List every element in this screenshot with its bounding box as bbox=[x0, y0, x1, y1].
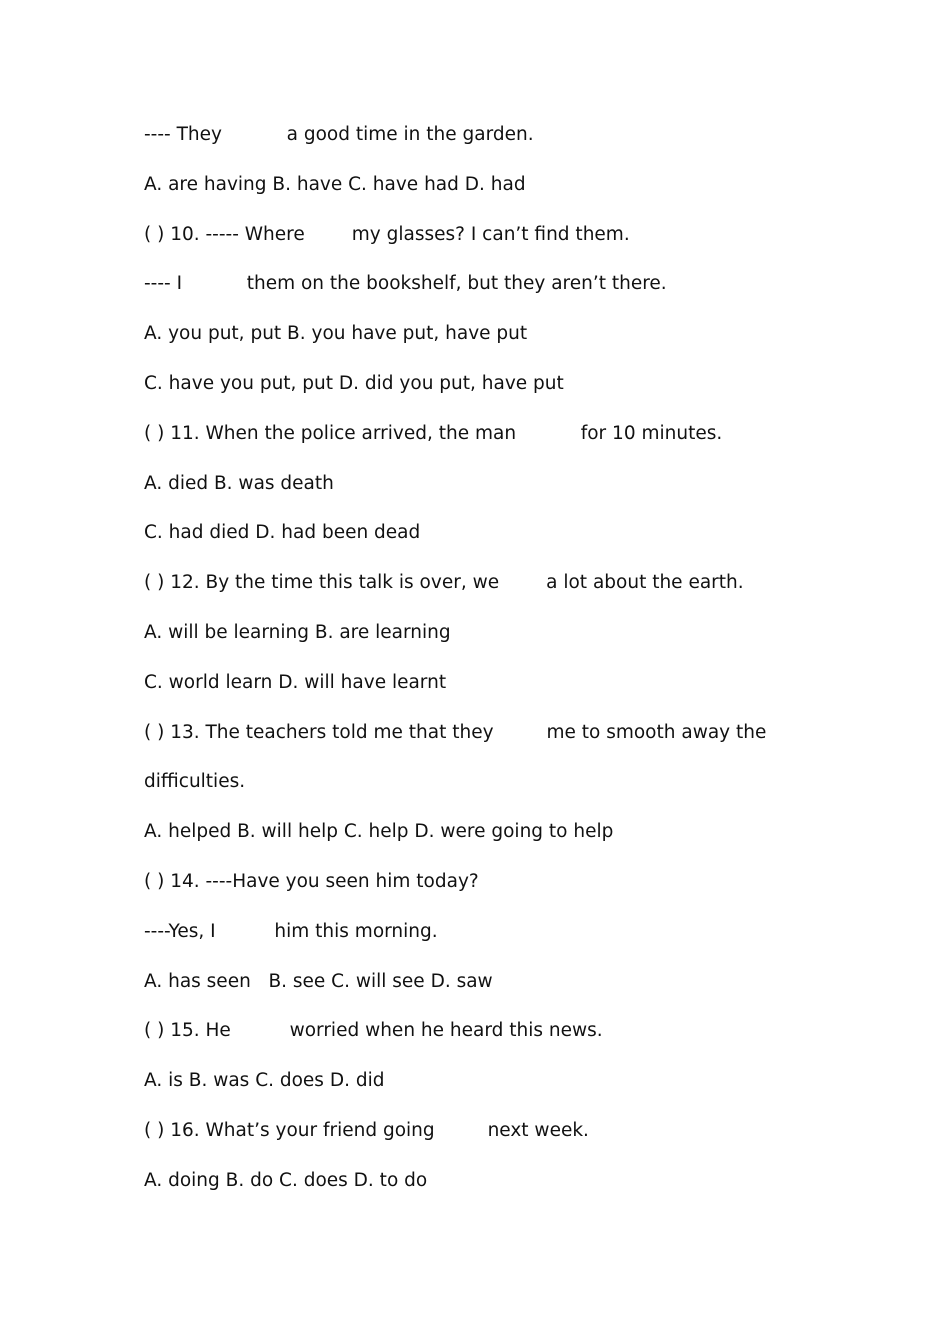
question-13-prompt: ( ) 13. The teachers told me that they me to smooth away the bbox=[144, 721, 767, 743]
question-11-options-ab: A. died B. was death bbox=[144, 472, 334, 494]
question-10-answer-line: ---- I them on the bookshelf, but they aren’t there. bbox=[144, 273, 667, 295]
question-11-options-cd: C. had died D. had been dead bbox=[144, 522, 421, 544]
question-16-prompt: ( ) 16. What’s your friend going next week. bbox=[144, 1119, 589, 1141]
question-13-options: A. helped B. will help C. help D. were going to help bbox=[144, 821, 614, 843]
question-12-prompt: ( ) 12. By the time this talk is over, we a lot about the earth. bbox=[144, 572, 744, 594]
question-10-options-cd: C. have you put, put D. did you put, have put bbox=[144, 372, 564, 394]
question-10-prompt: ( ) 10. ----- Where my glasses? I can’t find them. bbox=[144, 223, 630, 245]
question-14-answer-line: ----Yes, I him this morning. bbox=[144, 920, 438, 942]
question-16-options: A. doing B. do C. does D. to do bbox=[144, 1169, 428, 1191]
question-9-options: A. are having B. have C. have had D. had bbox=[144, 173, 526, 195]
question-14-prompt: ( ) 14. ----Have you seen him today? bbox=[144, 870, 479, 892]
question-14-options: A. has seen B. see C. will see D. saw bbox=[144, 970, 493, 992]
question-15-options: A. is B. was C. does D. did bbox=[144, 1070, 385, 1092]
question-15-prompt: ( ) 15. He worried when he heard this news. bbox=[144, 1020, 603, 1042]
question-11-prompt: ( ) 11. When the police arrived, the man for 10 minutes. bbox=[144, 422, 723, 444]
exercise-text bbox=[144, 120, 824, 1216]
question-13-prompt-continued: difficulties. bbox=[144, 771, 246, 793]
question-10-options-ab: A. you put, put B. you have put, have put bbox=[144, 323, 528, 345]
question-12-options-cd: C. world learn D. will have learnt bbox=[144, 671, 447, 693]
question-12-options-ab: A. will be learning B. are learning bbox=[144, 621, 451, 643]
question-9-answer-line: ---- They a good time in the garden. bbox=[144, 124, 534, 145]
